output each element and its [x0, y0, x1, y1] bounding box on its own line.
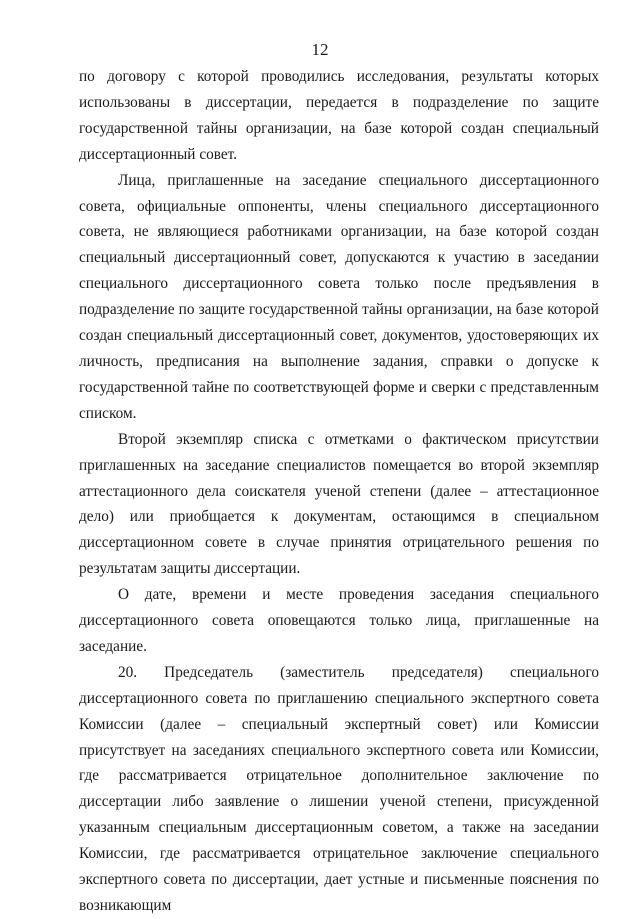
page-number: 12: [311, 40, 329, 59]
paragraph-attendance-list: Второй экземпляр списка с отметками о фактическом присутствии приглашенных на заседание специалистов помещается во второй экземпляр аттестационного дела соискателя ученой степени (далее – аттестационное дело) или приобщается к документам, остающимся в специальном диссертационном совете в случае принятия отрицательного решения по результатам защиты диссертации.: [79, 430, 599, 578]
paragraph-meeting-notice: О дате, времени и месте проведения заседания специального диссертационного совета оповещаются только лица, приглашенные на заседание.: [79, 586, 599, 655]
document-body: [79, 64, 599, 919]
paragraph-invited-persons: Лица, приглашенные на заседание специального диссертационного совета, официальные оппоненты, члены специального диссертационного совета, не являющиеся работниками организации, на базе которой создан специальный диссертационный совет, допускаются к участию в заседании специального диссертационного совета только после предъявления в подразделение по защите государственной тайны организации, на базе которой создан специальный диссертационный совет, документов, удостоверяющих их личность, предписания на выполнение задания, справки о допуске к государственной тайне по соответствующей форме и сверки с представленным списком.: [79, 171, 599, 422]
paragraph-item-20: 20. Председатель (заместитель председателя) специального диссертационного совета по приглашению специального экспертного совета Комиссии (далее – специальный экспертный совет) или Комиссии присутствует на заседаниях специального экспертного совета или Комиссии, где рассматривается отрицательное дополнительное заключение по диссертации либо заявление о лишении ученой степени, присужденной указанным специальным диссертационным советом, а также на заседании Комиссии, где рассматривается отрицательное заключение специального экспертного совета по диссертации, дает устные и письменные пояснения по возникающим: [79, 663, 599, 914]
paragraph-continuation: по договору с которой проводились исследования, результаты которых использованы в диссертации, передается в подразделение по защите государственной тайны организации, на базе которой создан специальный диссертационный совет.: [79, 68, 599, 163]
